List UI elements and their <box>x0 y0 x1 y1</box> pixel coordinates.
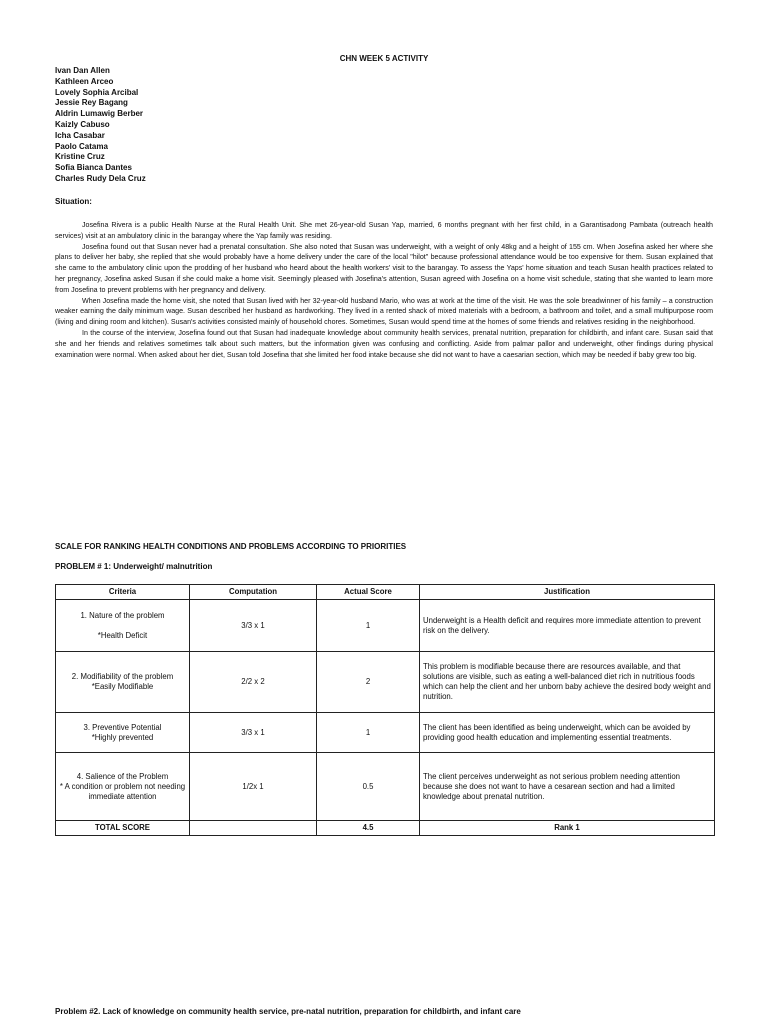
computation-cell: 3/3 x 1 <box>190 600 317 652</box>
justification-cell: The client has been identified as being underweight, which can be avoided by providing good health education and implementing essential treatments. <box>420 713 715 753</box>
author-name: Lovely Sophia Arcibal <box>55 87 139 97</box>
table-header-row <box>56 585 715 600</box>
situation-narrative <box>55 220 713 360</box>
score-cell: 1 <box>317 713 420 753</box>
total-label: TOTAL SCORE <box>56 821 190 836</box>
criteria-title: 4. Salience of the Problem <box>76 771 169 781</box>
situation-paragraph: When Josefina made the home visit, she noted that Susan lived with her 32-year-old husband Mario, who was at work at the time of the visit. He was the sole breadwinner of his family – a construction weaker earning the daily minimum wage. Susan described her husband as hardworking. They lived in a rented shack of mixed materials with a bedroom, a bathroom and toilet, and a small multipurpose room (living and dining room and kitchen). Susan's activities consisted mainly of household chores. Sometimes, Susan would spend time at the homes of some friends and relatives residing in the neighborhood. <box>55 296 713 327</box>
computation-cell: 3/3 x 1 <box>190 713 317 753</box>
priority-ranking-table <box>55 584 715 836</box>
situation-paragraph: Josefina found out that Susan never had a prenatal consultation. She also noted that Susan was underweight, with a weight of only 48kg and a height of 155 cm. When Josefina asked her where she plans to deliver her baby, she replied that she would probably have a home delivery under the care of the local "hilot" because professional attendance would be too expensive for them. Susan explained that she came to the ambulatory clinic upon the prodding of her husband who heard about the health workers' visit to the barangay. To assess the Yaps' home situation and teach Susan health practices related to her pregnancy, Josefina asked Susan if she could make a home visit. Seemingly pleased with Josefina's attention, Susan agreed with Josefina on a home visit schedule, stating that she wanted to learn more from Josefina to prevent problems with her pregnancy and delivery. <box>55 242 713 294</box>
situation-paragraph: In the course of the interview, Josefina found out that Susan had inadequate knowledge about community health services, prenatal nutrition, preparation for childbirth, and infant care. Susan said that she and her friends and relatives sometimes talk about such matters, but the information given was confusing and conflicting. Aside from palmar pallor and underweight, other findings during physical examination were normal. When asked about her diet, Susan told Josefina that she limited her food intake because she did not want to have a caesarian section, which may be needed if baby grew too big. <box>55 328 713 359</box>
criteria-detail: * A condition or problem not needing immediate attention <box>59 781 186 801</box>
criteria-title: 1. Nature of the problem <box>80 610 165 620</box>
column-header-justification: Justification <box>420 585 715 600</box>
column-header-computation: Computation <box>190 585 317 600</box>
situation-paragraph: Josefina Rivera is a public Health Nurse at the Rural Health Unit. She met 26-year-old Susan Yap, married, 6 months pregnant with her first child, in a Garantisadong Pambata (outreach health services) visit at an ambulatory clinic in the barangay where the Yap family was residing. <box>55 221 713 240</box>
criteria-title: 3. Preventive Potential <box>83 722 162 732</box>
author-name: Kaizly Cabuso <box>55 119 110 129</box>
author-name: Sofia Bianca Dantes <box>55 163 132 173</box>
total-row <box>56 821 715 836</box>
problem-2-heading: Problem #2. Lack of knowledge on community health service, pre-natal nutrition, preparation for childbirth, and infant care <box>55 1007 521 1016</box>
criteria-detail: *Easily Modifiable <box>91 682 154 691</box>
justification-cell: This problem is modifiable because there are resources available, and that solutions are visible, such as eating a well-balanced diet rich in nutritious foods which can help the client and her unborn baby achieve the desired body weight and nutrition. <box>420 652 715 713</box>
author-name: Ivan Dan Allen <box>55 66 110 75</box>
problem-1-heading: PROBLEM # 1: Underweight/ malnutrition <box>55 562 213 571</box>
score-cell: 0.5 <box>317 753 420 821</box>
criteria-cell <box>56 713 190 753</box>
document-title: CHN WEEK 5 ACTIVITY <box>339 54 429 63</box>
computation-cell: 1/2x 1 <box>190 753 317 821</box>
criteria-detail: *Health Deficit <box>97 630 148 640</box>
author-list <box>55 66 146 185</box>
author-name: Jessie Rey Bagang <box>55 98 128 108</box>
scale-heading: SCALE FOR RANKING HEALTH CONDITIONS AND PROBLEMS ACCORDING TO PRIORITIES <box>55 542 407 551</box>
criteria-title: 2. Modifiability of the problem <box>71 672 174 681</box>
score-cell: 2 <box>317 652 420 713</box>
column-header-actual-score: Actual Score <box>317 585 420 600</box>
total-computation <box>190 821 317 836</box>
table-row <box>56 652 715 713</box>
criteria-cell <box>56 753 190 821</box>
author-name: Aldrin Lumawig Berber <box>55 109 144 119</box>
author-name: Kristine Cruz <box>55 152 105 162</box>
table-row <box>56 600 715 652</box>
table-row <box>56 753 715 821</box>
total-score: 4.5 <box>317 821 420 836</box>
author-name: Paolo Catama <box>55 141 108 151</box>
criteria-detail: *Highly prevented <box>91 732 154 742</box>
rank-label: Rank 1 <box>420 821 715 836</box>
justification-cell: The client perceives underweight as not serious problem needing attention because she does not want to have a cesarean section and had a limited knowledge about prenatal nutrition. <box>420 753 715 821</box>
score-cell: 1 <box>317 600 420 652</box>
author-name: Kathleen Arceo <box>55 76 114 86</box>
author-name: Charles Rudy Dela Cruz <box>55 173 146 183</box>
column-header-criteria: Criteria <box>56 585 190 600</box>
computation-cell: 2/2 x 2 <box>190 652 317 713</box>
criteria-cell <box>56 652 190 713</box>
criteria-cell <box>56 600 190 652</box>
justification-cell: Underweight is a Health deficit and requires more immediate attention to prevent risk on the delivery. <box>420 600 715 652</box>
author-name: Icha Casabar <box>55 130 105 140</box>
situation-heading: Situation: <box>55 197 92 206</box>
table-row <box>56 713 715 753</box>
